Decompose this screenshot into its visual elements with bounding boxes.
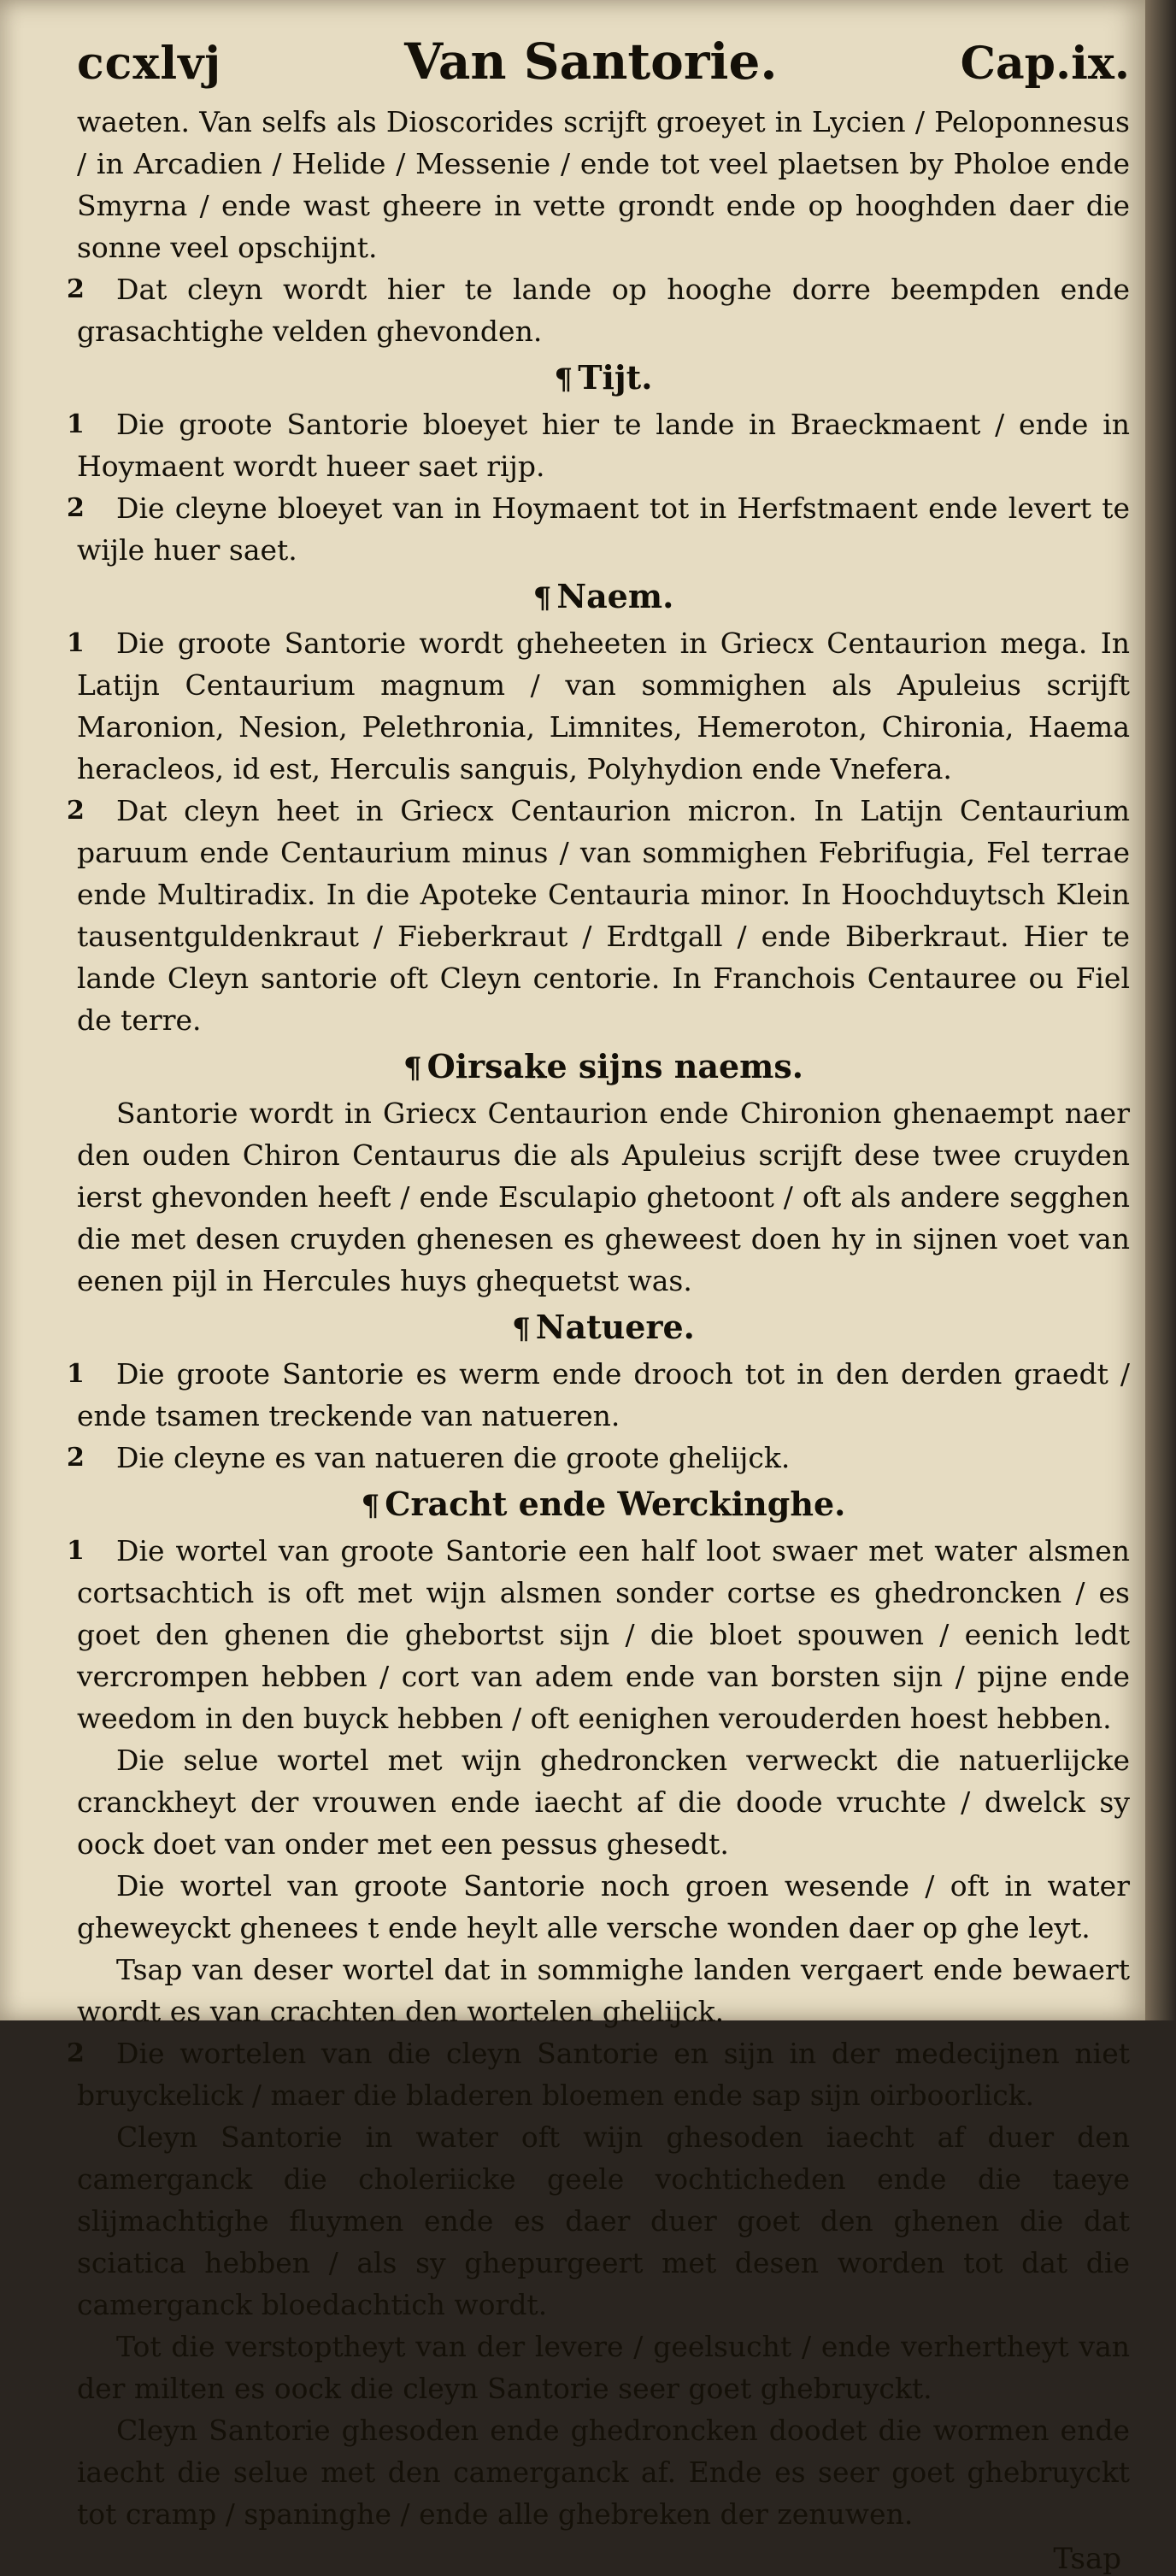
cracht-paragraph-1 <box>67 1530 1130 1739</box>
heading-text: Natuere. <box>535 1308 695 1346</box>
section-heading-naem <box>77 573 1130 622</box>
chapter-label: Cap.ix. <box>960 38 1130 90</box>
cracht-paragraph-4: Tsap van deser wortel dat in sommighe landen vergaert ende bewaert wordt es van crachten den wortelen ghelijck. <box>77 1953 1130 2028</box>
heading-text: Tijt. <box>578 358 653 397</box>
paragraph-number: 2 <box>67 2038 85 2068</box>
paragraph-text: Die wortel van groote Santorie een half loot swaer met water alsmen cortsachtich is oft met wijn alsmen sonder cortse es ghedroncken / es goet den ghenen die ghebortst sijn / die bloet spouwen / eenich ledt vercrompen hebben / cort van adem ende van borsten sijn / pijne ende weedom in den buyck hebben / oft eenighen verouderden hoest hebben. <box>77 1534 1130 1735</box>
paragraph-text: Dat cleyn wordt hier te lande op hooghe dorre beempden ende grasachtighe velden ghevonden. <box>77 273 1130 348</box>
heading-text: Naem. <box>556 577 674 615</box>
book-gutter <box>1145 0 1176 2020</box>
folio-number: ccxlvj <box>77 38 222 90</box>
cracht-paragraph-8: Cleyn Santorie ghesoden ende ghedroncken doodet die wormen ende iaecht die selue met den camerganck af. Ende es seer goet ghebruyckt tot cramp / spaninghe / ende alle ghebreken der zenuwen. <box>77 2414 1130 2531</box>
paragraph-text: Die cleyne es van natueren die groote ghelijck. <box>116 1441 791 1474</box>
paragraph-number: 2 <box>67 1443 85 1473</box>
paragraph-text: Die groote Santorie wordt gheheeten in Griecx Centaurion mega. In Latijn Centaurium magnum / van sommighen als Apuleius scrijft Maronion, Nesion, Pelethronia, Limnites, Hemeroton, Chironia, Haema heracleos, id est, Herculis sanguis, Polyhydion ende Vnefera. <box>77 626 1130 785</box>
cracht-paragraph-6: Cleyn Santorie in water oft wijn ghesoden iaecht af duer den camerganck die choleriicke geele vochticheden ende die taeye slijmachtighe fluymen ende es daer duer goet den ghenen die dat sciatica hebben / als sy ghepurgeert met desen worden tot dat die camerganck bloedachtich wordt. <box>77 2120 1130 2321</box>
section-heading-cracht <box>77 1480 1130 1530</box>
paragraph-text: Die groote Santorie es werm ende drooch tot in den derden graedt / ende tsamen treckende van natueren. <box>77 1357 1130 1432</box>
intro-paragraph-1: waeten. Van selfs als Dioscorides scrijft groeyet in Lycien / Peloponnesus / in Arcadien / Helide / Messenie / ende tot veel plaetsen by Pholoe ende Smyrna / ende wast gheere in vette grondt ende op hooghden daer die sonne veel opschijnt. <box>77 105 1130 264</box>
paragraph-text: Die cleyne bloeyet van in Hoymaent tot in Herfstmaent ende levert te wijle huer saet. <box>77 491 1130 567</box>
section-heading-tijt <box>77 354 1130 403</box>
intro-paragraph-2 <box>67 268 1130 352</box>
natuere-paragraph-2 <box>67 1437 1130 1479</box>
pilcrow-icon: ¶ <box>403 1051 422 1085</box>
naem-paragraph-1 <box>67 622 1130 790</box>
cracht-paragraph-5 <box>67 2032 1130 2116</box>
cracht-paragraph-3: Die wortel van groote Santorie noch groen wesende / oft in water gheweyckt ghenees t ende heylt alle versche wonden daer op ghe leyt. <box>77 1869 1130 1944</box>
paragraph-text: Die wortelen van die cleyn Santorie en sijn in der medecijnen niet bruyckelick / maer die bladeren bloemen ende sap sijn oirboorlick. <box>77 2037 1130 2112</box>
paragraph-number: 1 <box>67 1536 85 1566</box>
heading-text: Cracht ende Werckinghe. <box>385 1485 846 1523</box>
running-title: Van Santorie. <box>404 32 778 91</box>
paragraph-text: Dat cleyn heet in Griecx Centaurion micron. In Latijn Centaurium paruum ende Centaurium minus / van sommighen Febrifugia, Fel terrae ende Multiradix. In die Apoteke Centauria minor. In Hoochduytsch Klein tausentguldenkraut / Fieberkraut / Erdtgall / ende Biberkraut. Hier te lande Cleyn santorie oft Cleyn centorie. In Franchois Centauree ou Fiel de terre. <box>77 794 1130 1037</box>
paragraph-number: 1 <box>67 409 85 439</box>
pilcrow-icon: ¶ <box>532 581 552 615</box>
page-header <box>77 32 1130 101</box>
cracht-paragraph-2: Die selue wortel met wijn ghedroncken verweckt die natuerlijcke cranckheyt der vrouwen ende iaecht af die doode vruchte / dwelck sy oock doet van onder met een pessus ghesedt. <box>77 1744 1130 1861</box>
paragraph-number: 2 <box>67 796 85 826</box>
paragraph-text: Die groote Santorie bloeyet hier te lande in Braeckmaent / ende in Hoymaent wordt hueer saet rijp. <box>77 408 1130 483</box>
tijt-paragraph-1 <box>67 403 1130 487</box>
heading-text: Oirsake sijns naems. <box>426 1047 804 1085</box>
naem-paragraph-2 <box>67 790 1130 1041</box>
pilcrow-icon: ¶ <box>554 362 573 397</box>
section-heading-oirsake <box>77 1043 1130 1092</box>
cracht-paragraph-7: Tot die verstoptheyt van der levere / geelsucht / ende verhertheyt van der milten es oock die cleyn Santorie seer goet ghebruyckt. <box>77 2330 1130 2405</box>
tijt-paragraph-2 <box>67 487 1130 571</box>
paragraph-number: 1 <box>67 628 85 658</box>
oirsake-paragraph-1: Santorie wordt in Griecx Centaurion ende Chironion ghenaempt naer den ouden Chiron Centaurus die als Apuleius scrijft dese twee cruyden ierst ghevonden heeft / ende Esculapio ghetoont / oft als andere segghen die met desen cruyden ghenesen es gheweest doen hy in sijnen voet van eenen pijl in Hercules huys ghequetst was. <box>77 1097 1130 1297</box>
page-content <box>67 32 1130 2576</box>
pilcrow-icon: ¶ <box>512 1312 531 1346</box>
natuere-paragraph-1 <box>67 1353 1130 1437</box>
section-heading-natuere <box>77 1303 1130 1353</box>
paragraph-number: 2 <box>67 274 85 304</box>
pilcrow-icon: ¶ <box>361 1489 380 1523</box>
catchword: Tsap <box>1053 2542 1121 2576</box>
paragraph-number: 1 <box>67 1359 85 1389</box>
paragraph-number: 2 <box>67 493 85 523</box>
